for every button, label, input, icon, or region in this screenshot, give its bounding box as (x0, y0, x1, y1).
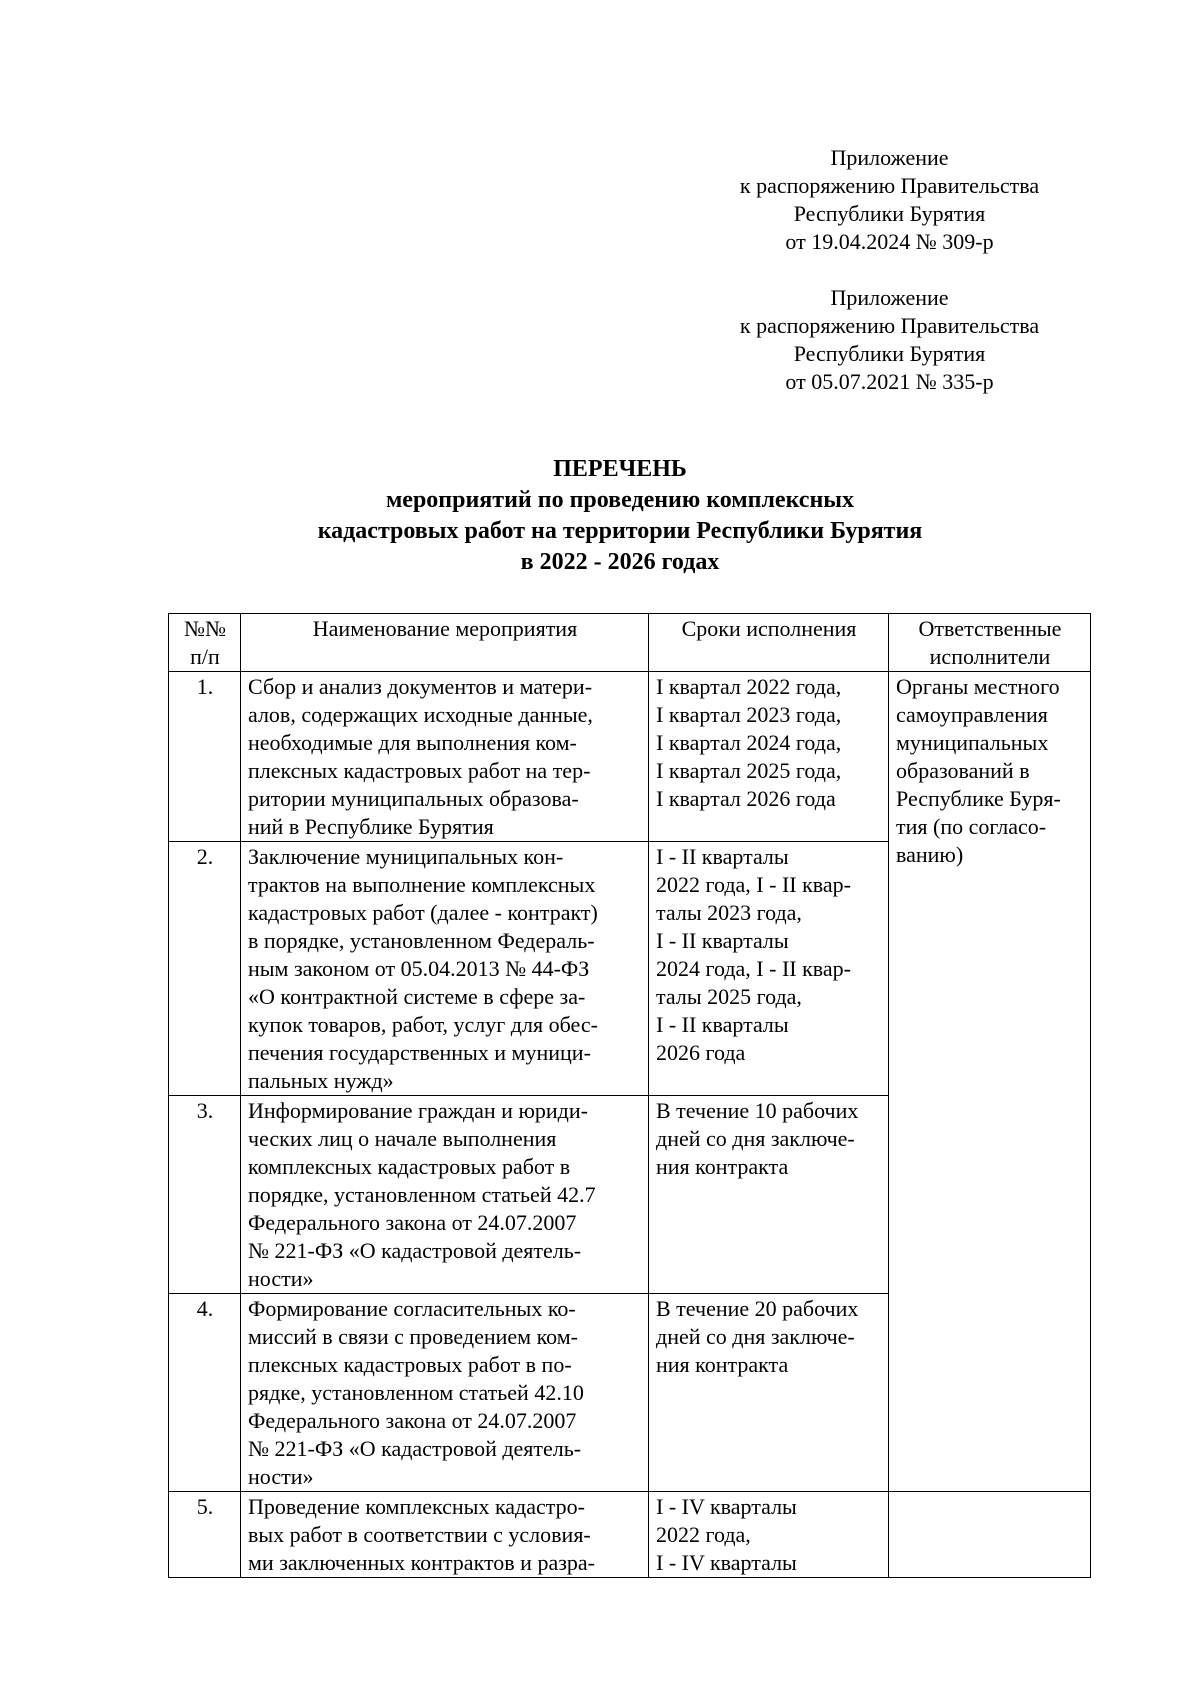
row-number: 1. (169, 672, 241, 842)
text-line: рядке, установленном статьей 42.10 (248, 1380, 584, 1405)
text-line: ванию) (896, 842, 964, 867)
text-line: В течение 10 рабочих (656, 1098, 859, 1123)
text-line: комплексных кадастровых работ в (248, 1154, 571, 1179)
text-line: I - IV кварталы (656, 1550, 797, 1575)
text-line: № 221-ФЗ «О кадастровой деятель- (248, 1436, 582, 1461)
activities-table (168, 613, 1091, 1578)
text-line: Республике Буря- (896, 786, 1061, 811)
text-line: купок товаров, работ, услуг для обес- (248, 1012, 598, 1037)
text-line: ности» (248, 1266, 314, 1291)
text-line: ния контракта (656, 1352, 789, 1377)
text-line: Проведение комплексных кадастро- (248, 1494, 585, 1519)
text-line: I квартал 2025 года, (656, 758, 842, 783)
text-line: I - II кварталы (656, 1012, 789, 1037)
text-line: дней со дня заключе- (656, 1126, 855, 1151)
text-line: ния контракта (656, 1154, 789, 1179)
text-line: ритории муниципальных образова- (248, 786, 579, 811)
title-line: кадастровых работ на территории Республики Бурятия (317, 518, 923, 544)
header-deadlines (649, 614, 889, 672)
text-line: Федерального закона от 24.07.2007 (248, 1408, 577, 1433)
text-line: алов, содержащих исходные данные, (248, 702, 593, 727)
header-responsible-line: исполнители (929, 644, 1051, 669)
header-responsible-line: Ответственные (918, 616, 1062, 641)
row-activity-name (241, 1294, 649, 1492)
text-line: печения государственных и муници- (248, 1040, 591, 1065)
text-line: порядке, установленном статьей 42.7 (248, 1182, 596, 1207)
text-line: 2022 года, (656, 1522, 751, 1547)
text-line: пальных нужд» (248, 1068, 394, 1093)
text-line: I квартал 2022 года, (656, 674, 842, 699)
appendix-header-current (712, 144, 1067, 256)
text-line: необходимые для выполнения ком- (248, 730, 577, 755)
text-line: ми заключенных контрактов и разра- (248, 1550, 595, 1575)
text-line: ческих лиц о начале выполнения (248, 1126, 557, 1151)
row-deadline (649, 842, 889, 1096)
responsible-executors-cell (889, 672, 1091, 1492)
text-line: «О контрактной системе в сфере за- (248, 984, 586, 1009)
text-line: I квартал 2023 года, (656, 702, 842, 727)
row-activity-name (241, 1492, 649, 1578)
appendix-date-number: от 05.07.2021 № 335-р (785, 369, 994, 394)
row-number: 4. (169, 1294, 241, 1492)
text-line: ности» (248, 1464, 314, 1489)
row-number: 5. (169, 1492, 241, 1578)
text-line: I - II кварталы (656, 928, 789, 953)
text-line: Информирование граждан и юриди- (248, 1098, 588, 1123)
appendix-line: Приложение (830, 285, 949, 310)
text-line: тия (по согласо- (896, 814, 1047, 839)
text-line: трактов на выполнение комплексных (248, 872, 596, 897)
text-line: I квартал 2026 года (656, 786, 836, 811)
text-line: плексных кадастровых работ на тер- (248, 758, 591, 783)
header-number-line: №№ (184, 616, 226, 641)
text-line: талы 2025 года, (656, 984, 802, 1009)
text-line: Формирование согласительных ко- (248, 1296, 576, 1321)
text-line: Сбор и анализ документов и матери- (248, 674, 593, 699)
text-line: дней со дня заключе- (656, 1324, 855, 1349)
text-line: I - IV кварталы (656, 1494, 797, 1519)
text-line: 2026 года (656, 1040, 746, 1065)
row-deadline (649, 1492, 889, 1578)
text-line: ным законом от 05.04.2013 № 44-ФЗ (248, 956, 590, 981)
row-activity-name (241, 672, 649, 842)
text-line: Органы местного (896, 674, 1060, 699)
text-line: кадастровых работ (далее - контракт) (248, 900, 598, 925)
row-activity-name (241, 842, 649, 1096)
text-line: миссий в связи с проведением ком- (248, 1324, 578, 1349)
text-line: 2024 года, I - II квар- (656, 956, 851, 981)
responsible-executors-cell (889, 1492, 1091, 1578)
text-line: I - II кварталы (656, 844, 789, 869)
text-line: муниципальных (896, 730, 1049, 755)
text-line: № 221-ФЗ «О кадастровой деятель- (248, 1238, 582, 1263)
header-deadlines-text: Сроки исполнения (681, 616, 857, 641)
row-activity-name (241, 1096, 649, 1294)
document-title (150, 454, 1090, 578)
text-line: В течение 20 рабочих (656, 1296, 859, 1321)
appendix-date-number: от 19.04.2024 № 309-р (785, 229, 994, 254)
title-line: в 2022 - 2026 годах (520, 549, 720, 575)
row-deadline (649, 1294, 889, 1492)
table-row (169, 1492, 1091, 1578)
appendix-line: Приложение (830, 145, 949, 170)
text-line: ний в Республике Бурятия (248, 814, 494, 839)
table-row (169, 672, 1091, 842)
row-deadline (649, 672, 889, 842)
appendix-line: к распоряжению Правительства (739, 173, 1040, 198)
table-header-row (169, 614, 1091, 672)
text-line: Заключение муниципальных кон- (248, 844, 564, 869)
text-line: талы 2023 года, (656, 900, 802, 925)
text-line: плексных кадастровых работ в по- (248, 1352, 572, 1377)
header-activity-name (241, 614, 649, 672)
header-number (169, 614, 241, 672)
text-line: 2022 года, I - II квар- (656, 872, 851, 897)
title-line: мероприятий по проведению комплексных (385, 487, 855, 513)
row-number: 2. (169, 842, 241, 1096)
text-line: в порядке, установленном Федераль- (248, 928, 595, 953)
title-line: ПЕРЕЧЕНЬ (553, 456, 687, 482)
text-line: вых работ в соответствии с условия- (248, 1522, 591, 1547)
row-number: 3. (169, 1096, 241, 1294)
text-line: образований в (896, 758, 1030, 783)
appendix-line: Республики Бурятия (793, 341, 986, 366)
text-line: Федерального закона от 24.07.2007 (248, 1210, 577, 1235)
appendix-header-previous (712, 284, 1067, 396)
header-number-line: п/п (190, 644, 220, 669)
row-deadline (649, 1096, 889, 1294)
appendix-line: к распоряжению Правительства (739, 313, 1040, 338)
appendix-line: Республики Бурятия (793, 201, 986, 226)
header-activity-name-text: Наименование мероприятия (312, 616, 578, 641)
text-line: I квартал 2024 года, (656, 730, 842, 755)
text-line: самоуправления (896, 702, 1048, 727)
header-responsible (889, 614, 1091, 672)
